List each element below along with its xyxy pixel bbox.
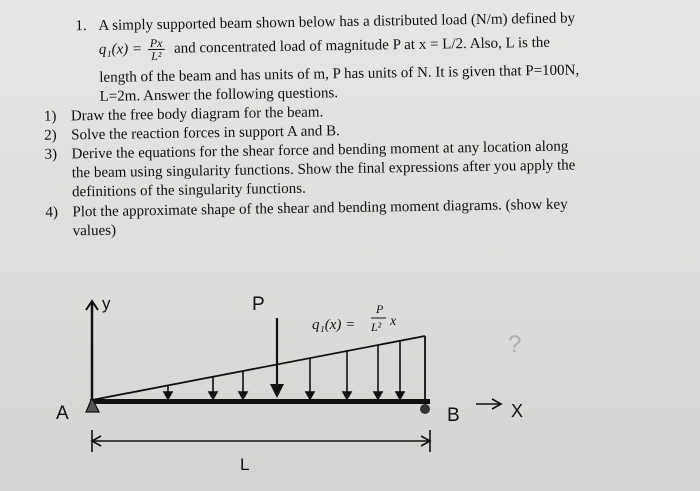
- load-equation-numerator: P: [376, 302, 384, 316]
- question-3-line-3: definitions of the singularity functions.: [71, 180, 306, 201]
- load-function-denominator: L²: [151, 48, 162, 64]
- question-3-line-1: Derive the equations for the shear force and bending moment at any location along: [71, 138, 569, 163]
- question-4-label: 4): [45, 204, 59, 221]
- y-axis-label: y: [102, 294, 111, 313]
- problem-number: 1.: [75, 18, 87, 35]
- y-axis: [86, 301, 98, 402]
- load-equation-variable: x: [390, 314, 397, 329]
- question-3-label: 3): [44, 146, 58, 163]
- question-4-line-1: Plot the approximate shape of the shear and bending moment diagrams. (show key: [72, 196, 568, 221]
- question-3-line-2: the beam using singularity functions. Show the final expressions after you apply the: [71, 157, 576, 182]
- question-2-line-1: Solve the reaction forces in support A and B.: [71, 123, 341, 144]
- question-4-line-2: values): [72, 222, 117, 240]
- support-b-label: B: [447, 405, 460, 426]
- problem-line-2-text: and concentrated load of magnitude P at x = L/2. Also, L is the: [173, 34, 551, 57]
- point-load-arrow: [270, 318, 284, 398]
- load-equation-denominator: L²: [371, 320, 382, 334]
- problem-line-1: A simply supported beam shown below has a distributed load (N/m) defined by: [98, 10, 576, 34]
- load-arrows: [164, 341, 404, 399]
- x-axis-arrow: [476, 399, 501, 409]
- point-load-label: P: [252, 294, 265, 315]
- question-2-label: 2): [44, 127, 57, 144]
- load-function-lhs: q₁(x) =: [98, 41, 143, 58]
- support-a-label: A: [56, 403, 69, 424]
- load-equation: [312, 302, 397, 334]
- problem-line-3: length of the beam and has units of m, P has units of N. It is given that P=100N,: [99, 62, 580, 86]
- support-b-roller: [420, 404, 430, 414]
- load-function-numerator: Px: [149, 35, 163, 51]
- load-equation-lhs: q₁(x) =: [312, 317, 356, 333]
- pencil-scribble: ?: [508, 331, 522, 358]
- question-1-label: 1): [43, 108, 57, 125]
- question-1-line-1: Draw the free body diagram for the beam.: [70, 104, 324, 125]
- beam: [90, 399, 430, 404]
- length-dimension: [92, 430, 430, 452]
- length-label: L: [240, 455, 250, 474]
- problem-line-4: L=2m. Answer the following questions.: [99, 85, 339, 105]
- x-axis-label: X: [511, 401, 524, 421]
- distributed-load: [92, 336, 425, 400]
